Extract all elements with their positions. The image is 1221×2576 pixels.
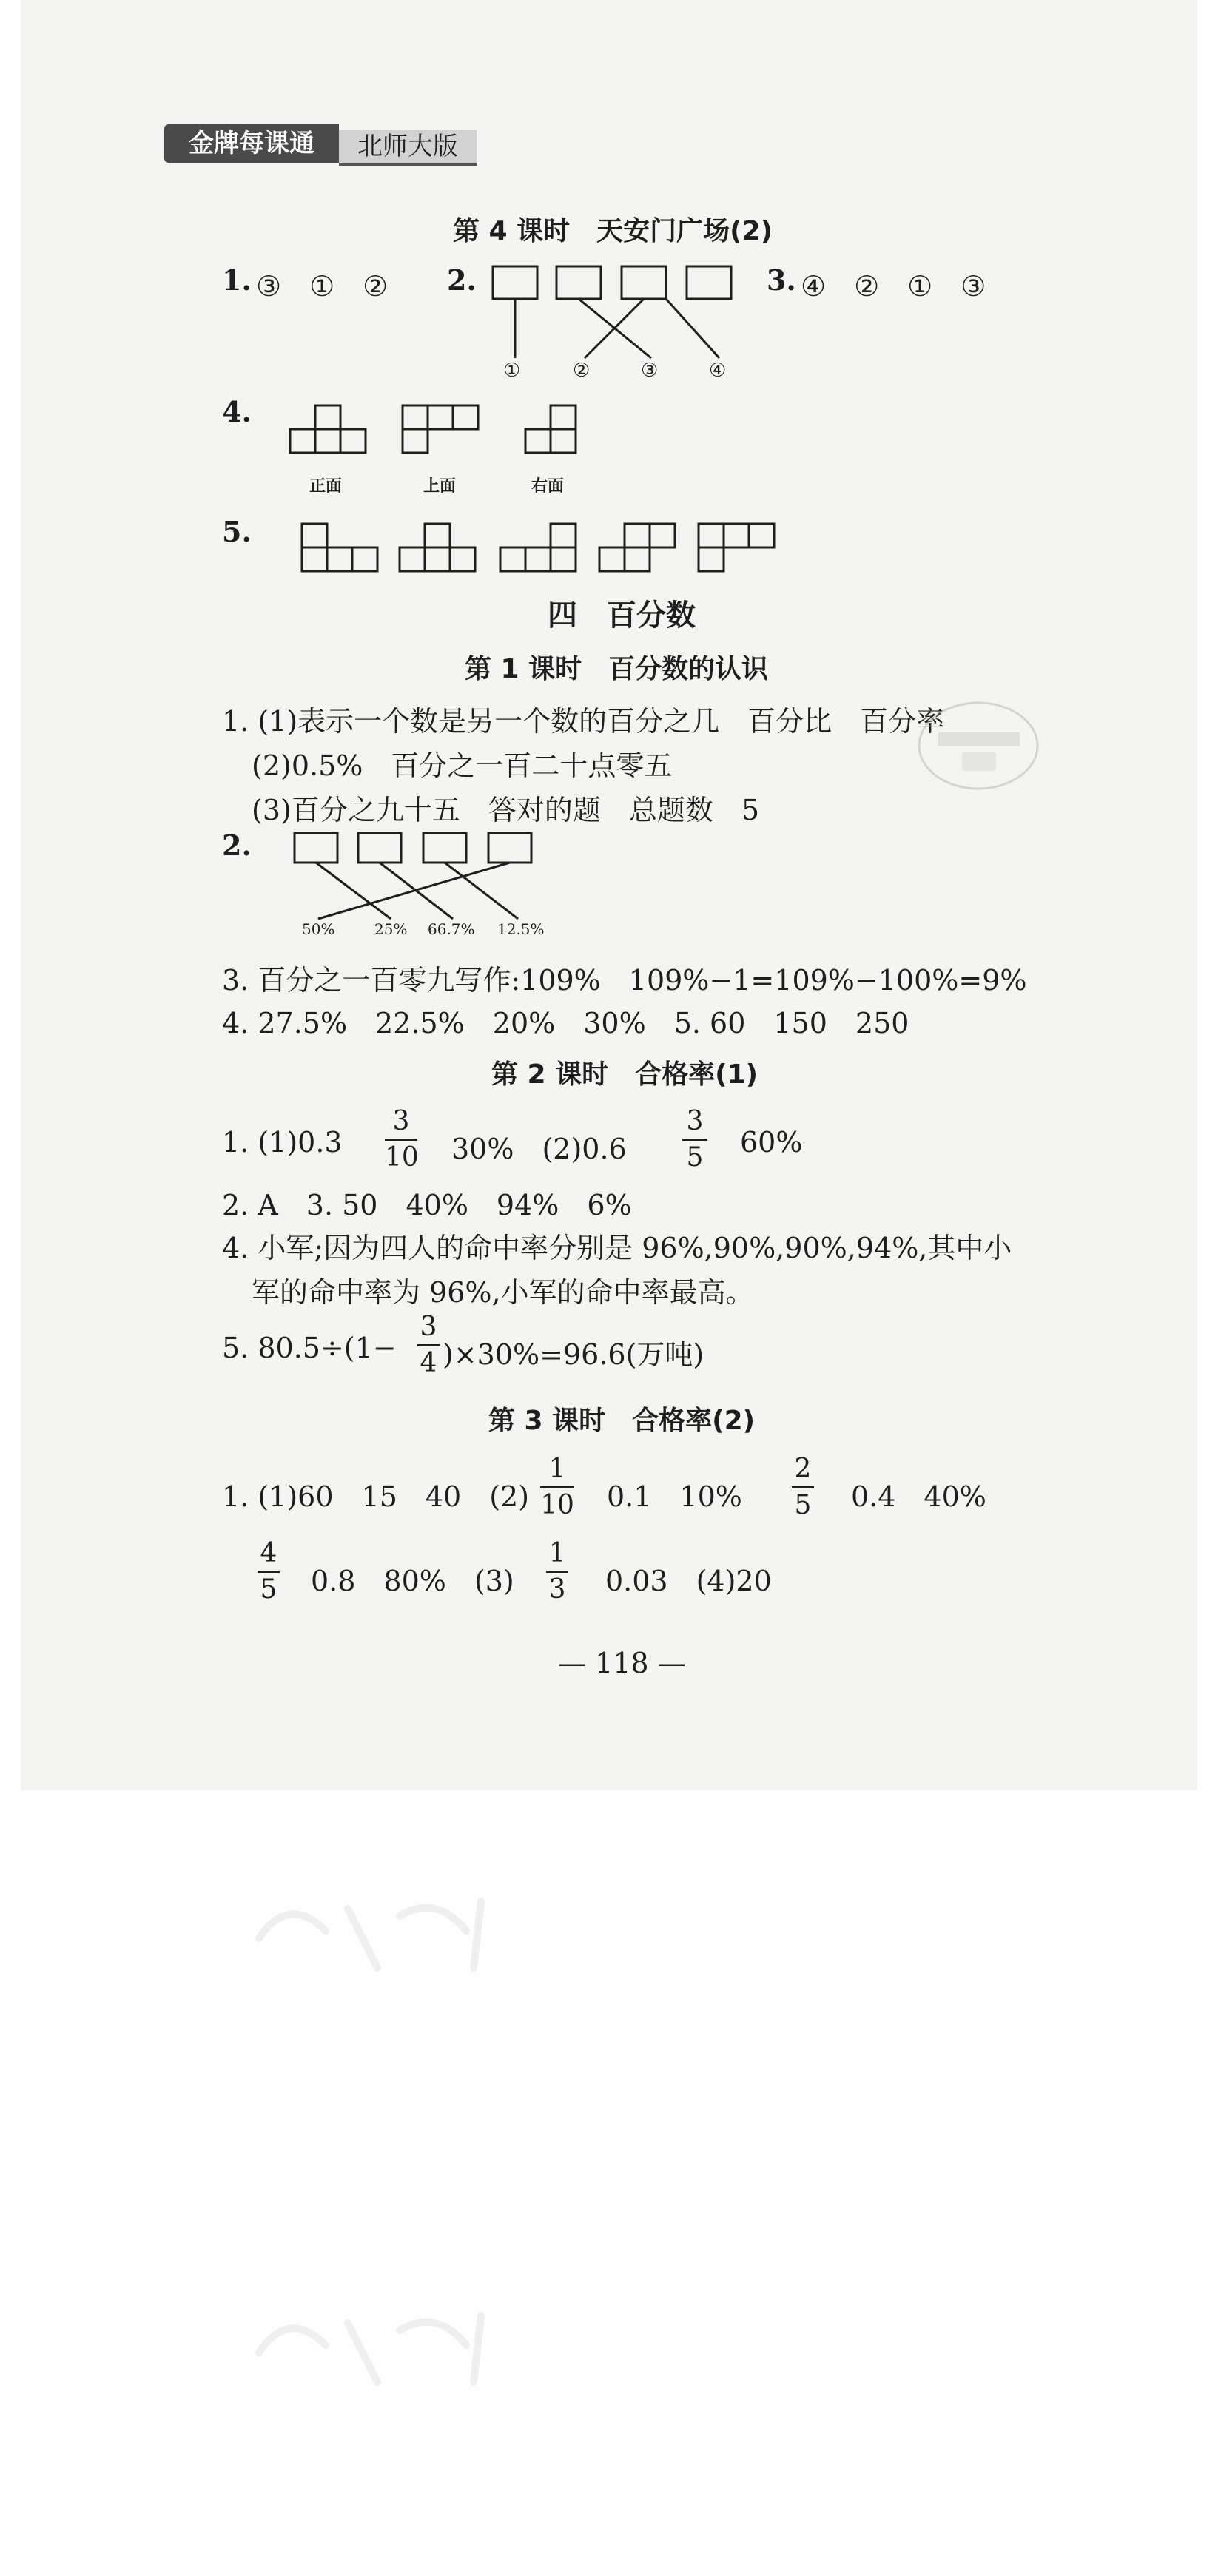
lesson2-q5-part-a: 5. 80.5÷(1− [222, 1332, 397, 1364]
brand-badge: 金牌每课通 [164, 124, 339, 163]
denominator: 4 [420, 1348, 437, 1378]
lesson1-q3: 3. 百分之一百零九写作:109% 109%−1=109%−100%=9% [222, 964, 1027, 997]
lesson4-q2-circle-4: ④ [709, 360, 727, 382]
denominator: 10 [385, 1142, 419, 1173]
lesson4-q4-label-right: 右面 [531, 477, 565, 496]
lesson4-title: 第 4 课时 天安门广场(2) [453, 216, 773, 246]
lesson4-q4-label-top: 上面 [423, 477, 457, 496]
lesson3-q1-part-a: 1. (1)60 15 40 (2) [222, 1480, 530, 1513]
edition-badge: 北师大版 [339, 130, 477, 166]
lesson2-q2: 2. A 3. 50 40% 94% 6% [222, 1189, 632, 1221]
lesson1-q2-label-4: 12.5% [497, 920, 545, 938]
lesson2-q5-part-b: )×30%=96.6(万吨) [443, 1338, 704, 1371]
lesson3-q1-part-c: 0.4 40% [851, 1480, 986, 1513]
lesson4-q5-number: 5. [222, 515, 252, 548]
lesson4-q3-number: 3. [767, 263, 796, 297]
lesson2-q1-part-c: 60% [740, 1126, 803, 1159]
numerator: 3 [420, 1312, 437, 1342]
lesson2-q1-part-a: 1. (1)0.3 [222, 1126, 343, 1159]
lesson3-q1-part-b: 0.1 10% [607, 1480, 742, 1513]
lesson3-q1-part-d: 0.8 80% (3) [311, 1565, 514, 1597]
lesson3-title: 第 3 课时 合格率(2) [488, 1406, 756, 1436]
lesson4-q4-number: 4. [222, 395, 252, 428]
lesson1-title: 第 1 课时 百分数的认识 [465, 654, 769, 684]
lesson4-q1-answer: ③ ① ② [256, 270, 388, 303]
lesson2-q4-line1: 4. 小军;因为四人的命中率分别是 96%,90%,90%,94%,其中小 [222, 1232, 1012, 1264]
lesson3-q1-part-e: 0.03 (4)20 [605, 1565, 772, 1597]
lesson1-q1-line1: 1. (1)表示一个数是另一个数的百分之几 百分比 百分率 [222, 705, 945, 738]
chapter-title: 四 百分数 [548, 599, 696, 633]
lesson4-q3-answer: ④ ② ① ③ [801, 270, 986, 303]
lesson4-q1-number: 1. [222, 263, 252, 297]
lesson4-q2-number: 2. [447, 263, 477, 297]
denominator: 3 [548, 1574, 566, 1605]
lesson4-q2-circle-1: ① [503, 360, 521, 382]
lesson4-q2-circle-3: ③ [641, 360, 659, 382]
lesson1-q4: 4. 27.5% 22.5% 20% 30% 5. 60 150 250 [222, 1007, 909, 1039]
lesson2-q4-line2: 军的命中率为 96%,小军的命中率最高。 [252, 1276, 754, 1309]
numerator: 3 [686, 1106, 704, 1136]
lesson1-q2-label-1: 50% [302, 920, 335, 938]
numerator: 4 [260, 1538, 278, 1568]
lesson4-q2-circle-2: ② [573, 360, 591, 382]
stamp-icon [919, 703, 1037, 789]
lesson1-q2-label-2: 25% [374, 920, 408, 938]
lesson2-q1-part-b: 30% (2)0.6 [451, 1133, 627, 1165]
denominator: 5 [686, 1142, 704, 1173]
numerator: 3 [392, 1106, 410, 1136]
denominator: 5 [260, 1574, 278, 1605]
numerator: 2 [794, 1454, 812, 1484]
numerator: 1 [548, 1538, 566, 1568]
lesson4-q4-label-front: 正面 [309, 477, 343, 496]
lesson1-q2-number: 2. [222, 829, 252, 862]
lesson1-q1-line3: (3)百分之九十五 答对的题 总题数 5 [252, 794, 760, 826]
denominator: 5 [794, 1490, 812, 1520]
page-number: — 118 — [558, 1647, 686, 1679]
lesson1-q2-label-3: 66.7% [428, 920, 475, 938]
denominator: 10 [540, 1490, 574, 1520]
watermark-icon [259, 1901, 481, 2382]
lesson1-q1-line2: (2)0.5% 百分之一百二十点零五 [252, 749, 673, 782]
numerator: 1 [548, 1454, 566, 1484]
lesson2-title: 第 2 课时 合格率(1) [491, 1059, 758, 1090]
